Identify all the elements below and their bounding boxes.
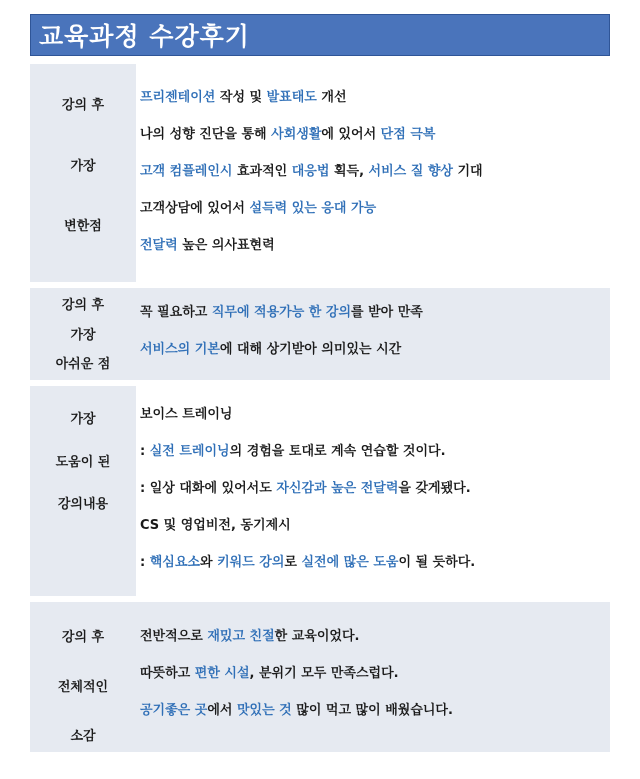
body-text: 따뜻하고	[140, 666, 195, 681]
section-label-line: 강의 후	[61, 630, 105, 645]
section-label-line: 강의 후	[61, 298, 105, 313]
body-text: 의 경험을 토대로 계속 연습할 것이다.	[229, 444, 446, 459]
body-text: 효과적인	[232, 164, 292, 179]
review-line	[140, 160, 483, 179]
highlight-text: 대응법	[291, 164, 330, 179]
highlight-text: 서비스 질 향상	[368, 164, 453, 179]
review-line	[140, 301, 423, 320]
body-text: CS 및 영업비전, 동기제시	[140, 518, 291, 533]
section-helpful	[30, 386, 610, 596]
highlight-text: 재밌고 친절	[207, 629, 275, 644]
body-text: 에 있어서	[321, 127, 381, 142]
body-text: 나의 성향 진단을 통해	[140, 127, 272, 142]
body-text: 이 될 듯하다.	[398, 555, 476, 570]
highlight-text: 공기좋은 곳	[140, 703, 208, 718]
section-label-line: 소감	[70, 729, 96, 744]
section-content	[136, 64, 610, 282]
body-text: 에 대해 상기받아 의미있는 시간	[219, 342, 402, 357]
highlight-text: 실전 트레이닝	[149, 444, 230, 459]
section-regrets	[30, 288, 610, 380]
body-text: 기대	[452, 164, 483, 179]
review-line	[140, 662, 399, 681]
page-title: 교육과정 수강후기	[30, 14, 610, 56]
highlight-text: 프리젠테이션	[140, 90, 216, 105]
body-text: 로	[284, 555, 302, 570]
body-text: : 일상 대화에 있어서도	[140, 481, 277, 496]
review-line	[140, 625, 359, 644]
section-label	[30, 602, 136, 752]
highlight-text: 자신감과 높은 전달력	[276, 481, 399, 496]
body-text: 전반적으로	[140, 629, 208, 644]
review-line	[140, 403, 232, 422]
body-text: :	[140, 555, 150, 570]
review-line	[140, 699, 453, 718]
body-text: 를 받아 만족	[351, 305, 423, 320]
review-line	[140, 338, 401, 357]
body-text: 획득,	[329, 164, 369, 179]
body-text: 보이스 트레이닝	[140, 407, 233, 422]
highlight-text: 키워드 강의	[217, 555, 285, 570]
review-line	[140, 551, 475, 570]
highlight-text: 단점 극복	[380, 127, 436, 142]
body-text: 높은 의사표현력	[177, 238, 275, 253]
review-line	[140, 197, 376, 216]
highlight-text: 편한 시설	[194, 666, 250, 681]
body-text: , 분위기 모두 만족스럽다.	[249, 666, 399, 681]
section-content	[136, 602, 610, 752]
body-text: 을 갖게됐다.	[398, 481, 471, 496]
section-content	[136, 288, 610, 380]
section-changes	[30, 64, 610, 282]
section-label-line: 가장	[70, 412, 96, 427]
highlight-text: 직무에 적용가능 한 강의	[211, 305, 352, 320]
review-line	[140, 234, 275, 253]
review-line	[140, 440, 446, 459]
section-label-line: 강의내용	[57, 497, 109, 512]
highlight-text: 실전에 많은 도움	[301, 555, 399, 570]
section-overall	[30, 602, 610, 752]
highlight-text: 전달력	[140, 238, 178, 253]
section-label-line: 아쉬운 점	[55, 357, 111, 372]
highlight-text: 맛있는 것	[236, 703, 292, 718]
section-label-line: 도움이 된	[55, 454, 111, 470]
body-text: :	[140, 444, 150, 459]
section-label	[30, 288, 136, 380]
section-label-line: 가장	[70, 158, 96, 174]
section-content	[136, 386, 610, 596]
highlight-text: 발표태도	[266, 90, 317, 105]
highlight-text: 서비스의 기본	[140, 342, 220, 357]
body-text: 한 교육이었다.	[274, 629, 360, 644]
highlight-text: 설득력 있는 응대 가능	[249, 201, 377, 216]
highlight-text: 핵심요소	[149, 555, 200, 570]
section-label-line: 가장	[70, 327, 96, 343]
review-line	[140, 86, 347, 105]
body-text: 에서	[207, 703, 237, 718]
body-text: 와	[199, 555, 218, 570]
section-label-line: 강의 후	[61, 98, 105, 113]
review-line	[140, 123, 435, 142]
body-text: 꼭 필요하고	[140, 305, 212, 320]
body-text: 작성 및	[215, 90, 267, 105]
body-text: 많이 먹고 많이 배웠습니다.	[291, 703, 453, 718]
body-text: 고객상담에 있어서	[140, 201, 250, 216]
review-line	[140, 477, 471, 496]
review-line	[140, 514, 291, 533]
section-label-line: 전체적인	[57, 679, 109, 695]
highlight-text: 고객 컴플레인시	[140, 164, 233, 179]
body-text: 개선	[316, 90, 347, 105]
section-label-line: 변한점	[64, 219, 102, 234]
highlight-text: 사회생활	[271, 127, 322, 142]
section-label	[30, 64, 136, 282]
section-label	[30, 386, 136, 596]
